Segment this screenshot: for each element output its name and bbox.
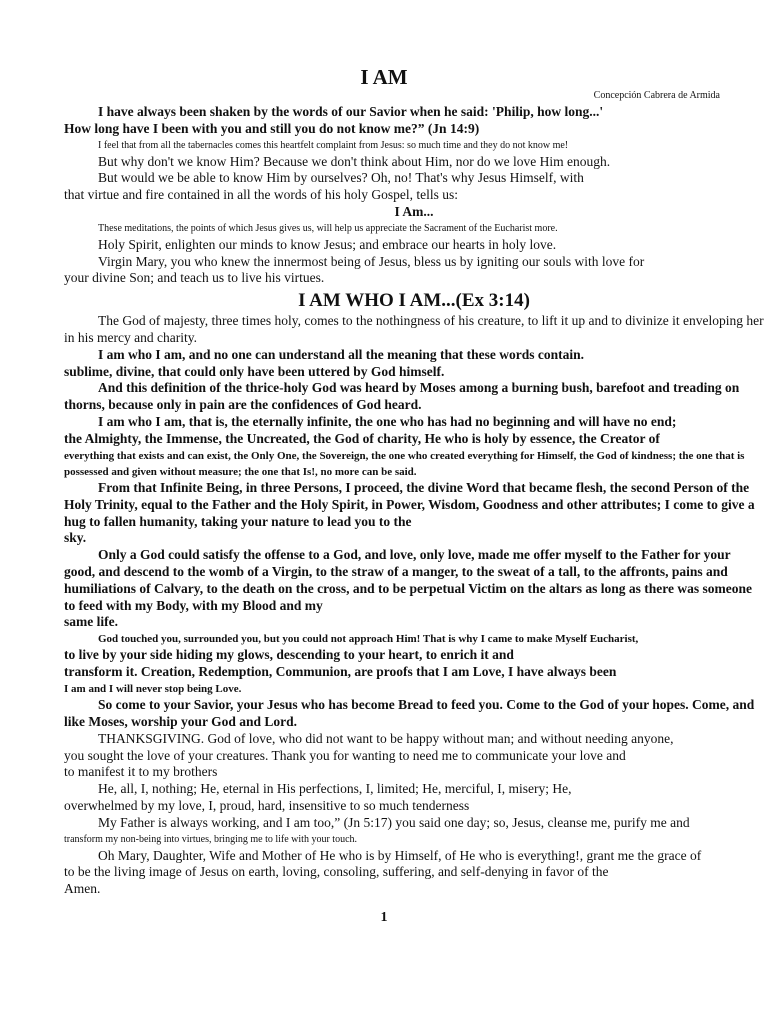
- paragraph: But would we be able to know Him by ourselves? Oh, no! That's why Jesus Himself, with that virtue and fire contained in all the words of his holy Gospel, tells us:: [64, 170, 584, 203]
- paragraph: These meditations, the points of which Jesus gives us, will help us appreciate the Sacrament of the Eucharist more.: [98, 222, 558, 234]
- paragraph: Holy Spirit, enlighten our minds to know Jesus; and embrace our hearts in holy love.: [98, 236, 557, 252]
- paragraph: I am who I am, that is, the eternally infinite, the one who has had no beginning and will have no end; the Almighty, the Immense, the Uncreated, the God of charity, He who is holy by essence, the Creator of everything that exists and can exist, the Only One, the Sovereign, the one who created everything for Himself, the God of kindness; the one that is possessed and given without measure; the one that Is!, no more can be said.: [64, 413, 745, 478]
- document-body: [64, 104, 764, 898]
- paragraph: And this definition of the thrice-holy God was heard by Moses among a burning bush, barefoot and treading on thorns, because only in pain are the confidences of God heard.: [64, 380, 740, 413]
- paragraph: I feel that from all the tabernacles comes this heartfelt complaint from Jesus: so much time and they do not know me!: [98, 139, 569, 151]
- subheading: I Am...: [394, 203, 434, 219]
- paragraph: But why don't we know Him? Because we don't think about Him, nor do we love Him enough.: [98, 153, 611, 169]
- paragraph: My Father is always working, and I am too,” (Jn 5:17) you said one day; so, Jesus, cleanse me, purify me and transform my non-being into virtues, bringing me to life with your touch.: [64, 814, 690, 845]
- paragraph: From that Infinite Being, in three Persons, I proceed, the divine Word that became flesh, the second Person of the Holy Trinity, equal to the Father and the Holy Spirit, in Power, Wisdom, Goodness and other attributes; I come to give a hug to fallen humanity, taking your nature to lead you to the sky.: [64, 479, 755, 546]
- page-title: I AM: [360, 65, 408, 89]
- paragraph: He, all, I, nothing; He, eternal in His perfections, I, limited; He, merciful, I, misery; He, overwhelmed by my love, I, proud, hard, insensitive to so much tenderness: [64, 781, 572, 813]
- paragraph: Oh Mary, Daughter, Wife and Mother of He who is by Himself, of He who is everything!, grant me the grace of to be the living image of Jesus on earth, loving, consoling, suffering, and self-denying in favor of the Amen.: [64, 847, 702, 897]
- paragraph: Only a God could satisfy the offense to a God, and love, only love, made me offer myself to the Father for your good, and descend to the womb of a Virgin, to the straw of a manger, to the sweat of a tall, to the affronts, pains and humiliations of Calvary, to the death on the cross, and to be perpetual Victim on the altars as long as there was someone to feed with my Body, with my Blood and my same life.: [64, 547, 752, 630]
- paragraph: So come to your Savior, your Jesus who has become Bread to feed you. Come to the God of your hopes. Come, and like Moses, worship your God and Lord.: [64, 697, 755, 729]
- paragraph: The God of majesty, three times holy, comes to the nothingness of his creature, to lift it up and to divinize it enveloping her in his mercy and charity.: [64, 313, 764, 345]
- paragraph: Virgin Mary, you who knew the innermost being of Jesus, bless us by igniting our souls with love for your divine Son; and teach us to live his virtues.: [64, 253, 645, 286]
- page-number: 1: [380, 910, 388, 925]
- paragraph: I am who I am, and no one can understand all the meaning that these words contain. sublime, divine, that could only have been uttered by God himself.: [64, 346, 585, 379]
- paragraph: I have always been shaken by the words of our Savior when he said: 'Philip, how long...' How long have I been with you and still you do not know me?” (Jn 14:9): [64, 104, 604, 136]
- section-heading: I AM WHO I AM...(Ex 3:14): [298, 290, 530, 312]
- paragraph: THANKSGIVING. God of love, who did not want to be happy without man; and without needing anyone, you sought the love of your creatures. Thank you for wanting to need me to communicate your love and to manifest it to my brothers: [64, 730, 674, 780]
- paragraph: God touched you, surrounded you, but you could not approach Him! That is why I came to make Myself Eucharist, to live by your side hiding my glows, descending to your heart, to enrich it and transform it. Creation, Redemption, Communion, are proofs that I am Love, I have always been I am and I will never stop being Love.: [64, 633, 639, 695]
- author-name: Concepción Cabrera de Armida: [593, 90, 720, 101]
